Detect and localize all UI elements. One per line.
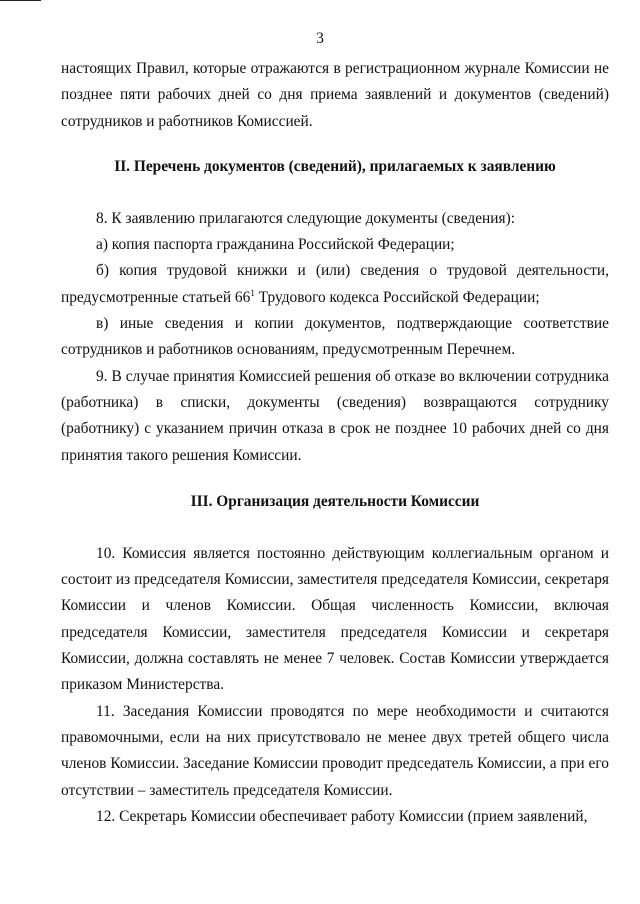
section-3-heading: III. Организация деятельности Комиссии: [190, 492, 480, 510]
document-body: [61, 56, 609, 830]
page-number: 3: [316, 30, 324, 47]
paragraph-8: 8. К заявлению прилагаются следующие документы (сведения):: [96, 209, 515, 227]
paragraph-11: 11. Заседания Комиссии проводятся по мере необходимости и считаются правомочными, если на них присутствовало не менее двух третей общего числа членов Комиссии. Заседание Комиссии проводит председатель Комиссии, а при его отсутствии – заместитель председателя Комиссии.: [61, 702, 609, 799]
paragraph-12: 12. Секретарь Комиссии обеспечивает работу Комиссии (прием заявлений,: [96, 807, 588, 825]
footnote-superscript: 1: [250, 287, 255, 298]
paragraph-8a: а) копия паспорта гражданина Российской Федерации;: [96, 236, 455, 254]
paragraph-8b: [61, 258, 609, 311]
scan-edge-mark: [0, 0, 41, 1]
intro-paragraph: настоящих Правил, которые отражаются в регистрационном журнале Комиссии не позднее пяти рабочих дней со дня приема заявлений и документов (сведений) сотрудников и работников Комиссией.: [61, 60, 609, 130]
paragraph-8b-tail: Трудового кодекса Российской Федерации;: [254, 288, 540, 306]
paragraph-8b-text: б) копия трудовой книжки и (или) сведения о трудовой деятельности, предусмотренные статьей 66: [61, 262, 609, 306]
paragraph-9: 9. В случае принятия Комиссией решения об отказе во включении сотрудника (работника) в списки, документы (сведения) возвращаются сотруднику (работнику) с указанием причин отказа в срок не позднее 10 рабочих дней со дня принятия такого решения Комиссии.: [61, 367, 609, 464]
paragraph-8c: в) иные сведения и копии документов, подтверждающие соответствие сотрудников и работников основаниям, предусмотренным Перечнем.: [61, 315, 609, 359]
paragraph-10: 10. Комиссия является постоянно действующим коллегиальным органом и состоит из председателя Комиссии, заместителя председателя Комиссии, секретаря Комиссии и членов Комиссии. Общая численность Комиссии, включая председателя Комиссии, заместителя председателя Комиссии и секретаря Комиссии, должна составлять не менее 7 человек. Состав Комиссии утверждается приказом Министерства.: [61, 544, 609, 694]
section-2-heading: II. Перечень документов (сведений), прилагаемых к заявлению: [114, 157, 556, 175]
